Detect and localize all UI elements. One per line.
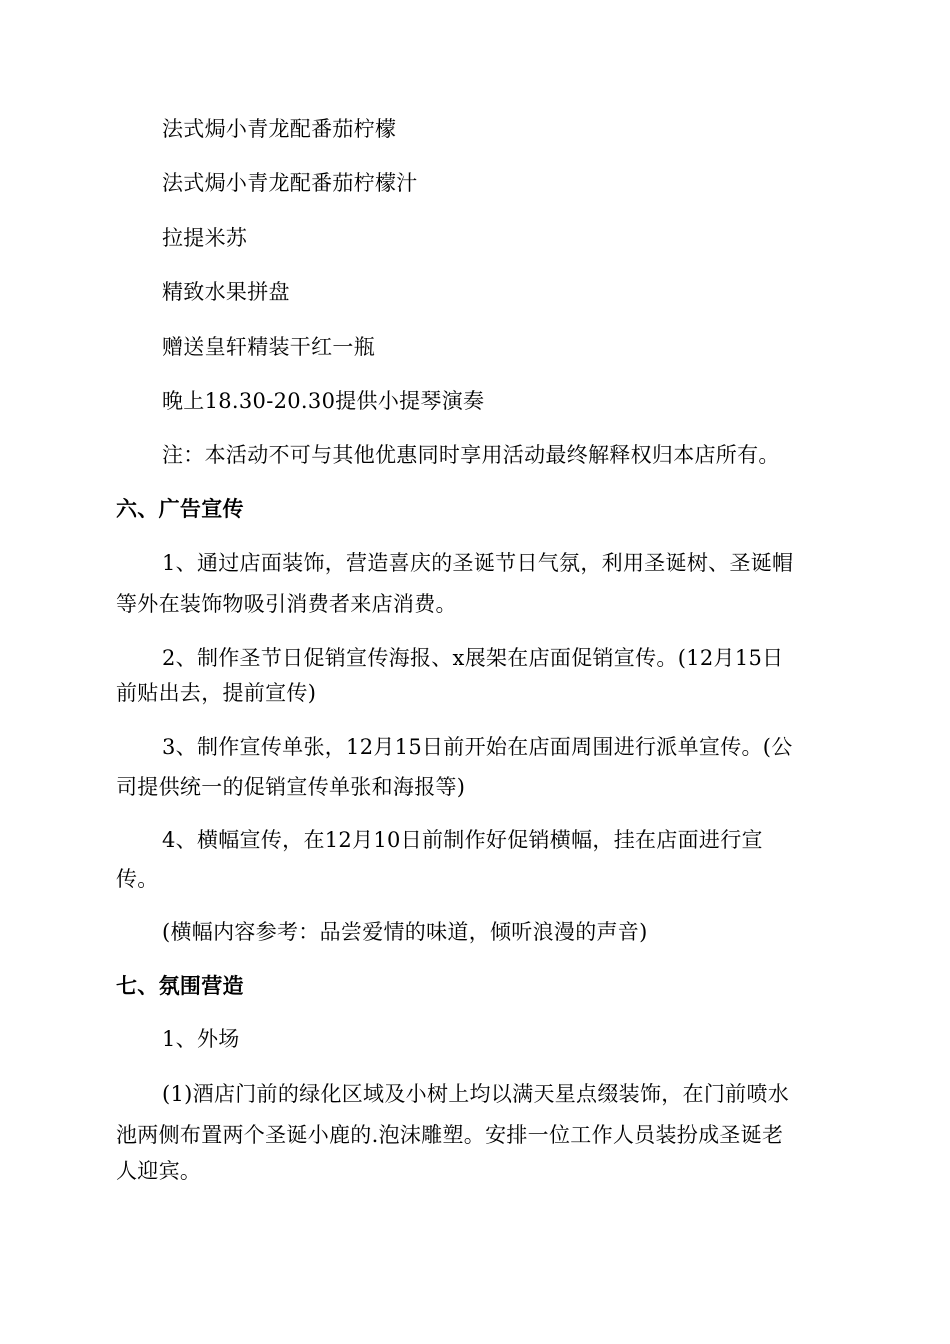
paragraph-line: 3、制作宣传单张，12月15日前开始在店面周围进行派单宣传。(公	[162, 735, 793, 759]
menu-item: 赠送皇轩精装干红一瓶	[162, 335, 375, 359]
paragraph-line: 传。	[116, 867, 159, 891]
menu-item: 精致水果拼盘	[162, 280, 290, 304]
paragraph-line: 1、通过店面装饰，营造喜庆的圣诞节日气氛，利用圣诞树、圣诞帽	[162, 551, 794, 575]
menu-item: 法式焗小青龙配番茄柠檬汁	[162, 171, 418, 195]
paragraph-line: (横幅内容参考：品尝爱情的味道，倾听浪漫的声音)	[162, 920, 648, 944]
paragraph-line: 等外在装饰物吸引消费者来店消费。	[116, 592, 457, 616]
section-heading-advertising: 六、广告宣传	[116, 497, 244, 521]
paragraph-line: 池两侧布置两个圣诞小鹿的.泡沫雕塑。安排一位工作人员装扮成圣诞老	[116, 1123, 784, 1147]
paragraph-line: 2、制作圣节日促销宣传海报、x展架在店面促销宣传。(12月15日	[162, 646, 784, 670]
paragraph-line: 前贴出去，提前宣传)	[116, 681, 317, 705]
subsection-label: 1、外场	[162, 1027, 240, 1051]
paragraph-line: 4、横幅宣传，在12月10日前制作好促销横幅，挂在店面进行宣	[162, 828, 763, 852]
paragraph-line: (1)酒店门前的绿化区域及小树上均以满天星点缀装饰，在门前喷水	[162, 1082, 790, 1106]
menu-item: 拉提米苏	[162, 226, 248, 250]
paragraph-line: 人迎宾。	[116, 1159, 202, 1183]
note-paragraph: 注：本活动不可与其他优惠同时享用活动最终解释权归本店所有。	[162, 443, 780, 467]
paragraph-line: 司提供统一的促销宣传单张和海报等)	[116, 775, 466, 799]
menu-item: 法式焗小青龙配番茄柠檬	[162, 117, 397, 141]
menu-item: 晚上18.30-20.30提供小提琴演奏	[162, 389, 485, 413]
section-heading-atmosphere: 七、氛围营造	[116, 974, 244, 998]
